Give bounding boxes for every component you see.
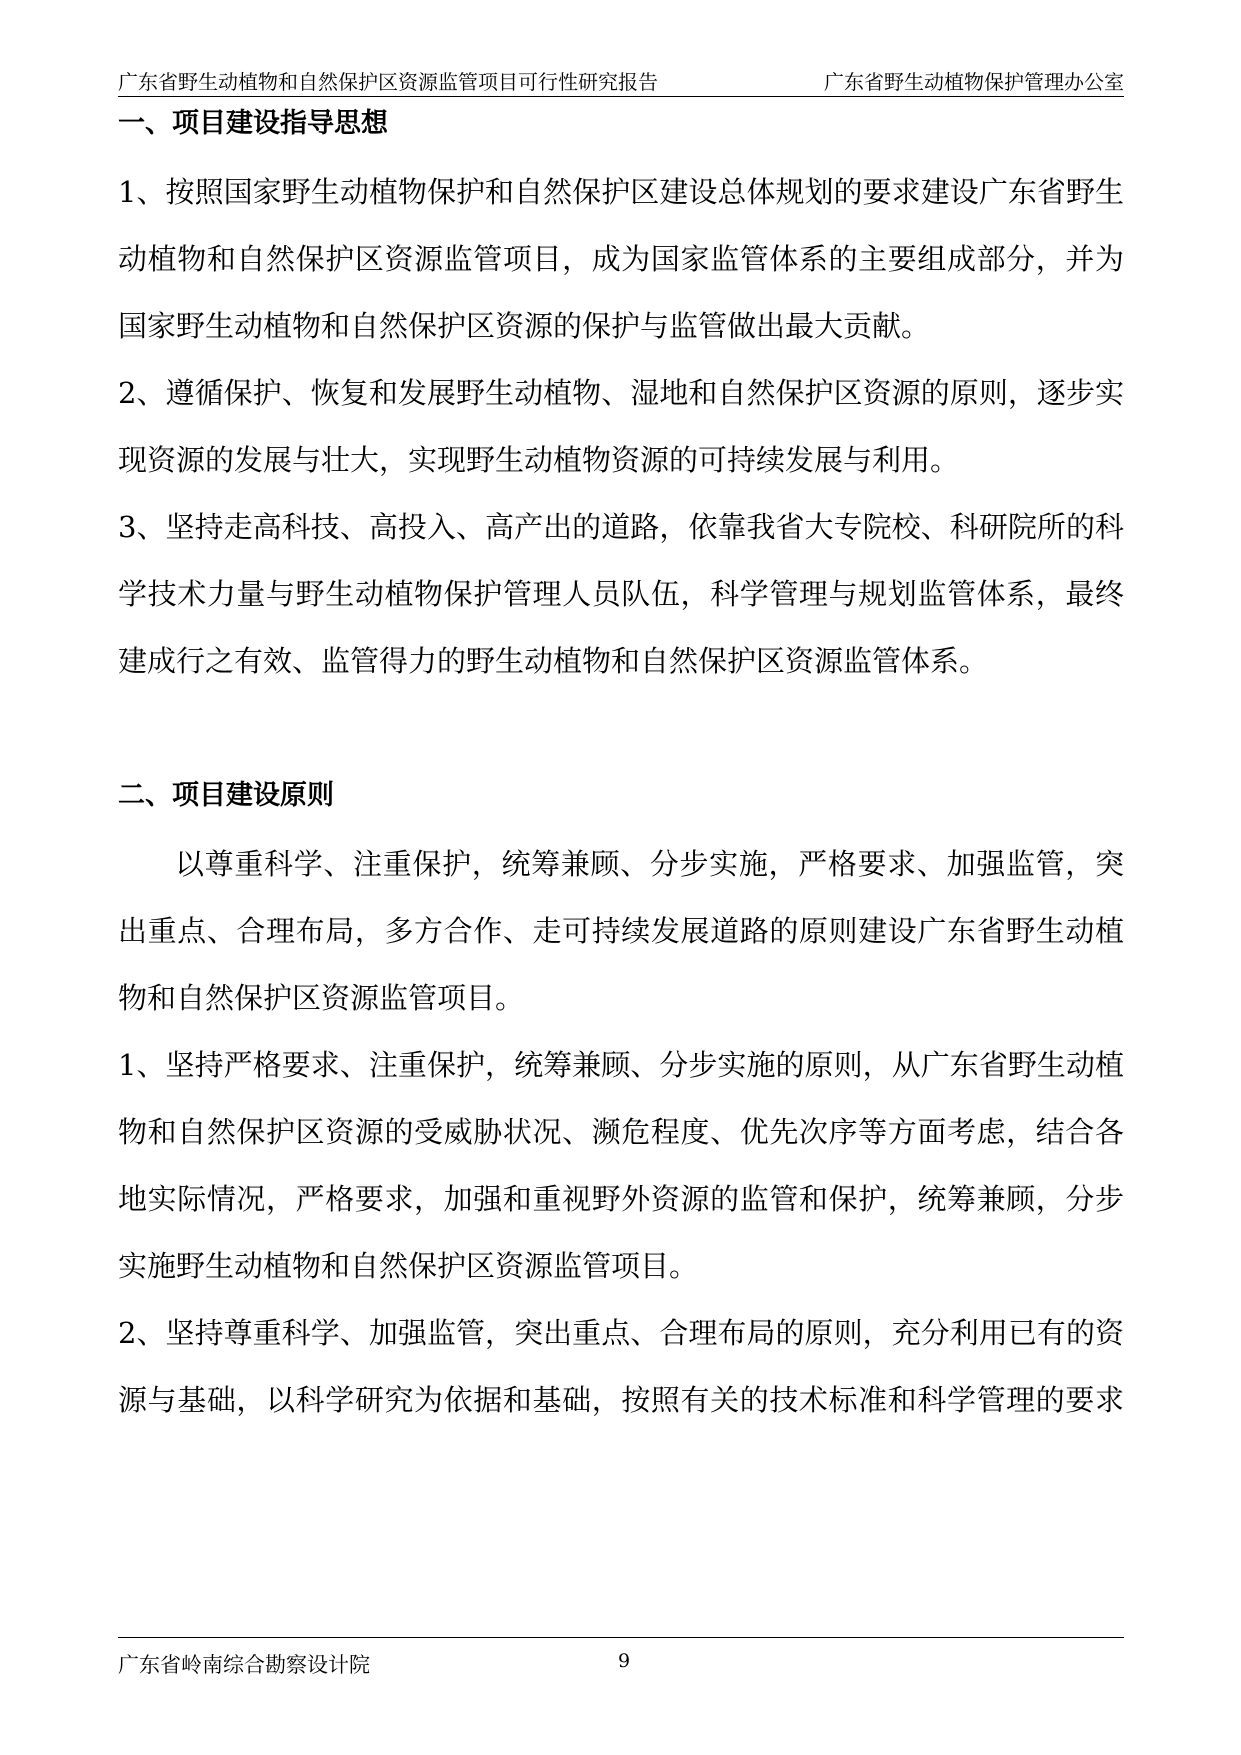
section-1-heading: 一、项目建设指导思想 [118,108,388,139]
section-2-line: 物和自然保护区资源监管项目。 [118,981,525,1015]
section-1-line: 动植物和自然保护区资源监管项目，成为国家监管体系的主要组成部分，并为 [118,242,1124,276]
running-header [118,66,1124,97]
section-1-line: 学技术力量与野生动植物保护管理人员队伍，科学管理与规划监管体系，最终 [118,577,1124,611]
header-office-name: 广东省野生动植物保护管理办公室 [824,70,1124,94]
section-1-line: 1、按照国家野生动植物保护和自然保护区建设总体规划的要求建设广东省野生 [118,175,1124,209]
section-2-line: 源与基础，以科学研究为依据和基础，按照有关的技术标准和科学管理的要求 [118,1383,1124,1417]
section-2-line: 地实际情况，严格要求，加强和重视野外资源的监管和保护，统筹兼顾，分步 [118,1182,1124,1216]
section-1-line: 现资源的发展与壮大，实现野生动植物资源的可持续发展与利用。 [118,443,960,477]
section-2-line: 出重点、合理布局，多方合作、走可持续发展道路的原则建设广东省野生动植 [118,914,1124,948]
page-number: 9 [618,1650,631,1672]
section-2-line: 2、坚持尊重科学、加强监管，突出重点、合理布局的原则，充分利用已有的资 [118,1316,1124,1350]
section-2-line: 物和自然保护区资源的受威胁状况、濒危程度、优先次序等方面考虑，结合各 [118,1115,1124,1149]
section-1-line: 2、遵循保护、恢复和发展野生动植物、湿地和自然保护区资源的原则，逐步实 [118,376,1124,410]
footer-organization: 广东省岭南综合勘察设计院 [118,1653,370,1677]
section-2-line: 以尊重科学、注重保护，统筹兼顾、分步实施，严格要求、加强监管，突 [175,847,1124,881]
section-1-line: 国家野生动植物和自然保护区资源的保护与监管做出最大贡献。 [118,309,931,343]
section-2-line: 1、坚持严格要求、注重保护，统筹兼顾、分步实施的原则，从广东省野生动植 [118,1048,1124,1082]
section-1-line: 3、坚持走高科技、高投入、高产出的道路，依靠我省大专院校、科研院所的科 [118,510,1124,544]
section-1-line: 建成行之有效、监管得力的野生动植物和自然保护区资源监管体系。 [118,644,989,678]
section-2-line: 实施野生动植物和自然保护区资源监管项目。 [118,1249,699,1283]
section-2-heading: 二、项目建设原则 [118,780,334,811]
running-footer [118,1637,1124,1682]
header-report-title: 广东省野生动植物和自然保护区资源监管项目可行性研究报告 [118,70,658,94]
